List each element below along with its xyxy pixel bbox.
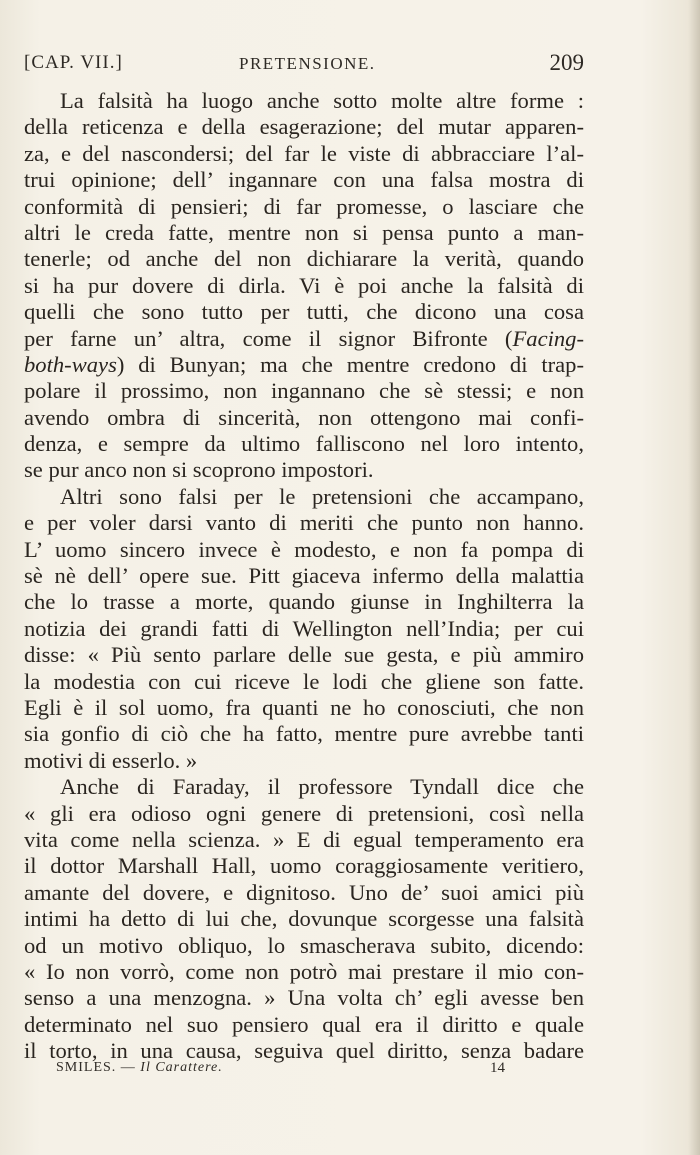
text-line: sia gonfio di ciò che ha fatto, mentre pure avrebbe tanti — [24, 721, 584, 747]
text-line: La falsità ha luogo anche sotto molte altre forme : — [60, 88, 584, 113]
text-line: la modestia con cui riceve le lodi che gliene son fatte. — [24, 668, 584, 694]
text-line: quelli che sono tutto per tutti, che dicono una cosa — [24, 299, 584, 325]
text-line: L’ uomo sincero invece è modesto, e non fa pompa di — [24, 536, 584, 562]
text-line: e per voler darsi vanto di meriti che punto non hanno. — [24, 510, 584, 536]
page-edge-shadow — [688, 0, 700, 1155]
text-line: che lo trasse a morte, quando giunse in Inghilterra la — [24, 589, 584, 615]
text-line: sè nè dell’ opere sue. Pitt giaceva infermo della malattia — [24, 563, 584, 589]
text-line: Anche di Faraday, il professore Tyndall dice che — [60, 774, 584, 800]
text-line: senso a una menzogna. » Una volta ch’ egli avesse ben — [24, 985, 584, 1011]
footer-signature — [56, 1060, 223, 1076]
text-line: denza, e sempre da ultimo falliscono nel loro intento, — [24, 431, 584, 457]
text-line: se pur anco non si scoprono impostori. — [24, 457, 374, 483]
text-line: disse: « Più sento parlare delle sue gesta, e più ammiro — [24, 642, 584, 668]
text-line: altri le creda fatte, mentre non si pensa punto a man- — [24, 219, 584, 245]
text-line: il torto, in una causa, seguiva quel diritto, senza badare — [24, 1038, 584, 1064]
text-line: tenerle; od anche del non dichiarare la verità, quando — [24, 246, 584, 272]
body-text — [24, 88, 584, 1064]
text-line: trui opinione; dell’ ingannare con una falsa mostra di — [24, 167, 584, 193]
text-line: Altri sono falsi per le pretensioni che accampano, — [60, 483, 584, 509]
text-line: avendo ombra di sincerità, non ottengono mai confi- — [24, 404, 584, 430]
footer-author: SMILES. — — [56, 1060, 136, 1075]
text-line: od un motivo obliquo, lo smascherava subito, dicendo: — [24, 932, 584, 958]
text-line: motivi di esserlo. » — [24, 747, 198, 773]
text-line: si ha pur dovere di dirla. Vi è poi anche la falsità di — [24, 272, 584, 298]
text-line: per farne un’ altra, come il signor Bifronte (Facing- — [24, 325, 584, 351]
text-line: polare il prossimo, non ingannano che sè stessi; e non — [24, 378, 584, 404]
footer-book-title: Il Carattere. — [140, 1060, 223, 1075]
text-line: Egli è il sol uomo, fra quanti ne ho conosciuti, che non — [24, 694, 584, 720]
text-line: « gli era odioso ogni genere di pretensioni, così nella — [24, 800, 584, 826]
chapter-title: PRETENSIONE. — [239, 54, 376, 73]
text-line: amante del dovere, e dignitoso. Uno de’ suoi amici più — [24, 879, 584, 905]
text-line: both-ways) di Bunyan; ma che mentre credono di trap- — [24, 351, 584, 377]
sheet-number: 14 — [490, 1060, 505, 1076]
text-line: il dottor Marshall Hall, uomo coraggiosamente veritiero, — [24, 853, 584, 879]
text-line: della reticenza e della esagerazione; del mutar apparen- — [24, 114, 584, 140]
text-line: intimi ha detto di lui che, dovunque scorgesse una falsità — [24, 906, 584, 932]
chapter-label: [CAP. VII.] — [24, 52, 123, 73]
page-footer — [56, 1060, 536, 1082]
text-line: za, e del nascondersi; del far le viste di abbracciare l’al- — [24, 140, 584, 166]
text-line: « Io non vorrò, come non potrò mai prestare il mio con- — [24, 958, 584, 984]
text-line: notizia dei grandi fatti di Wellington nell’India; per cui — [24, 615, 584, 641]
text-line: vita come nella scienza. » E di egual temperamento era — [24, 826, 584, 852]
page-number: 209 — [549, 50, 584, 75]
text-line: conformità di pensieri; di far promesse, o lasciare che — [24, 193, 584, 219]
text-line: determinato nel suo pensiero qual era il diritto e quale — [24, 1011, 584, 1037]
running-header — [24, 50, 584, 80]
